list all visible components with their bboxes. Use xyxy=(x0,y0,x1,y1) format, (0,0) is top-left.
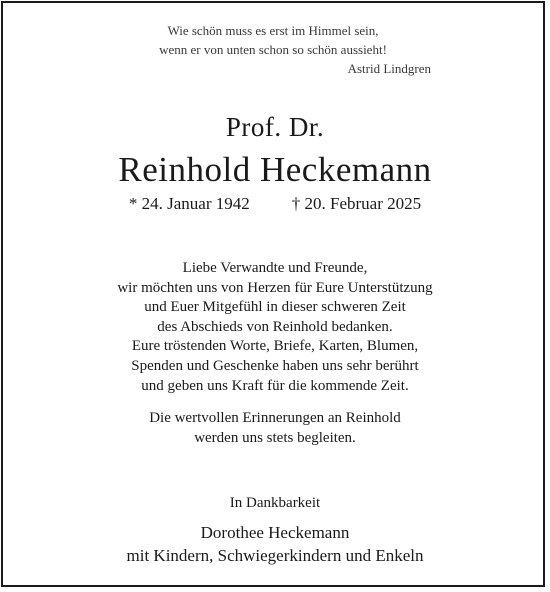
quote-line: wenn er von unten schon so schön aussieht! xyxy=(159,42,387,57)
signers-block xyxy=(3,521,547,567)
thank-you-message xyxy=(3,259,547,396)
message-line: Eure tröstenden Worte, Briefe, Karten, Blumen, xyxy=(131,338,419,355)
birth-date: * 24. Januar 1942 xyxy=(128,194,250,213)
signer-name: Dorothee Heckemann xyxy=(200,523,350,542)
message-line: Liebe Verwandte und Freunde, xyxy=(182,260,368,276)
thanks-line: In Dankbarkeit xyxy=(229,495,321,511)
quote-author: Astrid Lindgren xyxy=(347,61,431,76)
message-line: Spenden und Geschenke haben uns sehr berührt xyxy=(131,357,419,374)
obituary-card xyxy=(1,1,545,587)
quote-line: Wie schön muss es erst im Himmel sein, xyxy=(167,23,379,38)
closing-line: Die wertvollen Erinnerungen an Reinhold xyxy=(149,410,401,426)
deceased-name: Reinhold Heckemann xyxy=(118,150,432,189)
message-line: wir möchten uns von Herzen für Eure Unterstützung xyxy=(117,279,433,296)
message-line: des Abschieds von Reinhold bedanken. xyxy=(157,318,393,335)
signer-family: mit Kindern, Schwiegerkindern und Enkeln xyxy=(126,546,424,565)
life-dates xyxy=(3,193,547,215)
quote-block xyxy=(103,21,443,78)
message-line: und geben uns Kraft für die kommende Zeit. xyxy=(141,377,409,394)
academic-title: Prof. Dr. xyxy=(225,112,325,142)
closing-line: werden uns stets begleiten. xyxy=(194,429,356,446)
closing-message xyxy=(3,409,547,448)
death-date: † 20. Februar 2025 xyxy=(291,194,422,213)
message-line: und Euer Mitgefühl in dieser schweren Zeit xyxy=(144,299,406,316)
